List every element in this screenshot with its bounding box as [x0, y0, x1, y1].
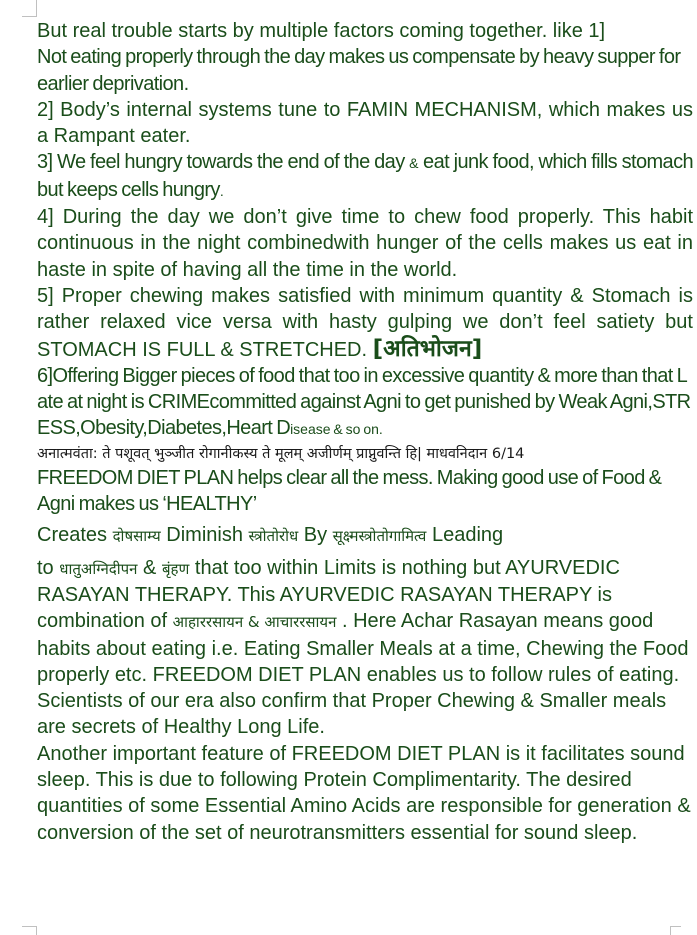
paragraph: [37, 555, 693, 741]
paragraph: [37, 283, 693, 363]
text-run: . Here Achar Rasayan means good habits about eating i.e. Eating Smaller Meals at a time, Chewing the Food properly etc. FREEDOM DIET PLAN enables us to follow rules of eating. Scientists of our era also confirm that Proper Chewing & Smaller meals are secrets of Healthy Long Life.: [37, 610, 689, 739]
text-run: &: [137, 556, 162, 579]
paragraph: 4] During the day we don’t give time to chew food properly. This habit continuous in the night combinedwith hunger of the cells makes us eat in haste in spite of having all the time in the world.: [37, 206, 693, 281]
text-run: Leading: [426, 524, 504, 547]
text-run: धातुअग्निदीपन: [59, 559, 138, 578]
text-run: बृंहण: [161, 559, 190, 578]
paragraph: [37, 522, 693, 549]
text-run: Diminish: [160, 524, 249, 547]
paragraph: FREEDOM DIET PLAN helps clear all the mess. Making good use of Food & Agni makes us ‘HEALTHY’: [37, 466, 662, 516]
text-run: which fills stomach but keeps cells hungry: [37, 151, 693, 201]
paragraph: 2] Body’s internal systems tune to FAMIN MECHANISM, which makes us a Rampant eater.: [37, 98, 693, 148]
paragraph: But real trouble starts by multiple factors coming together. like 1]: [37, 20, 606, 42]
text-run: to: [37, 556, 60, 579]
paragraph: [37, 363, 693, 443]
text-run: that too within Limits is nothing but AYURVEDIC RASAYAN THERAPY. This AYURVEDIC RASAYAN THERAPY is combination of: [37, 556, 620, 633]
text-run: &: [409, 155, 419, 172]
text-run: 3] We feel hungry towards the end of the day: [37, 151, 410, 174]
text-run: दोषसाम्य: [112, 527, 161, 546]
paragraph: Not eating properly through the day makes us compensate by heavy supper for earlier deprivation.: [37, 46, 681, 95]
text-run: [अतिभोजन]: [372, 335, 483, 362]
text-run: eat junk food,: [418, 151, 534, 174]
paragraph: [37, 149, 693, 204]
page-corner-marker: [22, 0, 37, 17]
text-run: Creates: [37, 524, 113, 547]
text-run: 5] Proper chewing makes satisfied with minimum quantity & Stomach is rather relaxed vice versa with hasty gulping we don’t feel satiety but STOMACH IS FULL & STRETCHED.: [37, 284, 693, 361]
text-run: .: [219, 182, 224, 199]
sanskrit-verse: अनात्मवंता: ते पशूवत् भुञ्जीत रोगानीकस्य ते मूलम् अजीर्णम् प्राप्नुवन्ति हि| माधवनिदान 6/14: [37, 445, 525, 462]
paragraph: Another important feature of FREEDOM DIET PLAN is it facilitates sound sleep. This is due to following Protein Complimentarity. The desired quantities of some Essential Amino Acids are responsible for generation & conversion of the set of neurotransmitters essential for sound sleep.: [37, 742, 691, 844]
text-run: स्त्रोतोरोध: [248, 527, 299, 546]
document-body: [37, 18, 693, 846]
text-run: 6]Offering Bigger pieces of food that too in excessive quantity & more than that Late at night is CRIMEcommitted against Agni to get punished by Weak Agni,STRESS,Obesity,Diabetes,Heart D: [37, 364, 691, 440]
text-run: By: [298, 524, 333, 547]
text-run: isease & so on.: [290, 421, 383, 438]
text-run: आहाररसायन & आचाररसायन: [172, 613, 337, 632]
text-run: सूक्ष्मस्त्रोतोगामित्व: [332, 527, 427, 546]
